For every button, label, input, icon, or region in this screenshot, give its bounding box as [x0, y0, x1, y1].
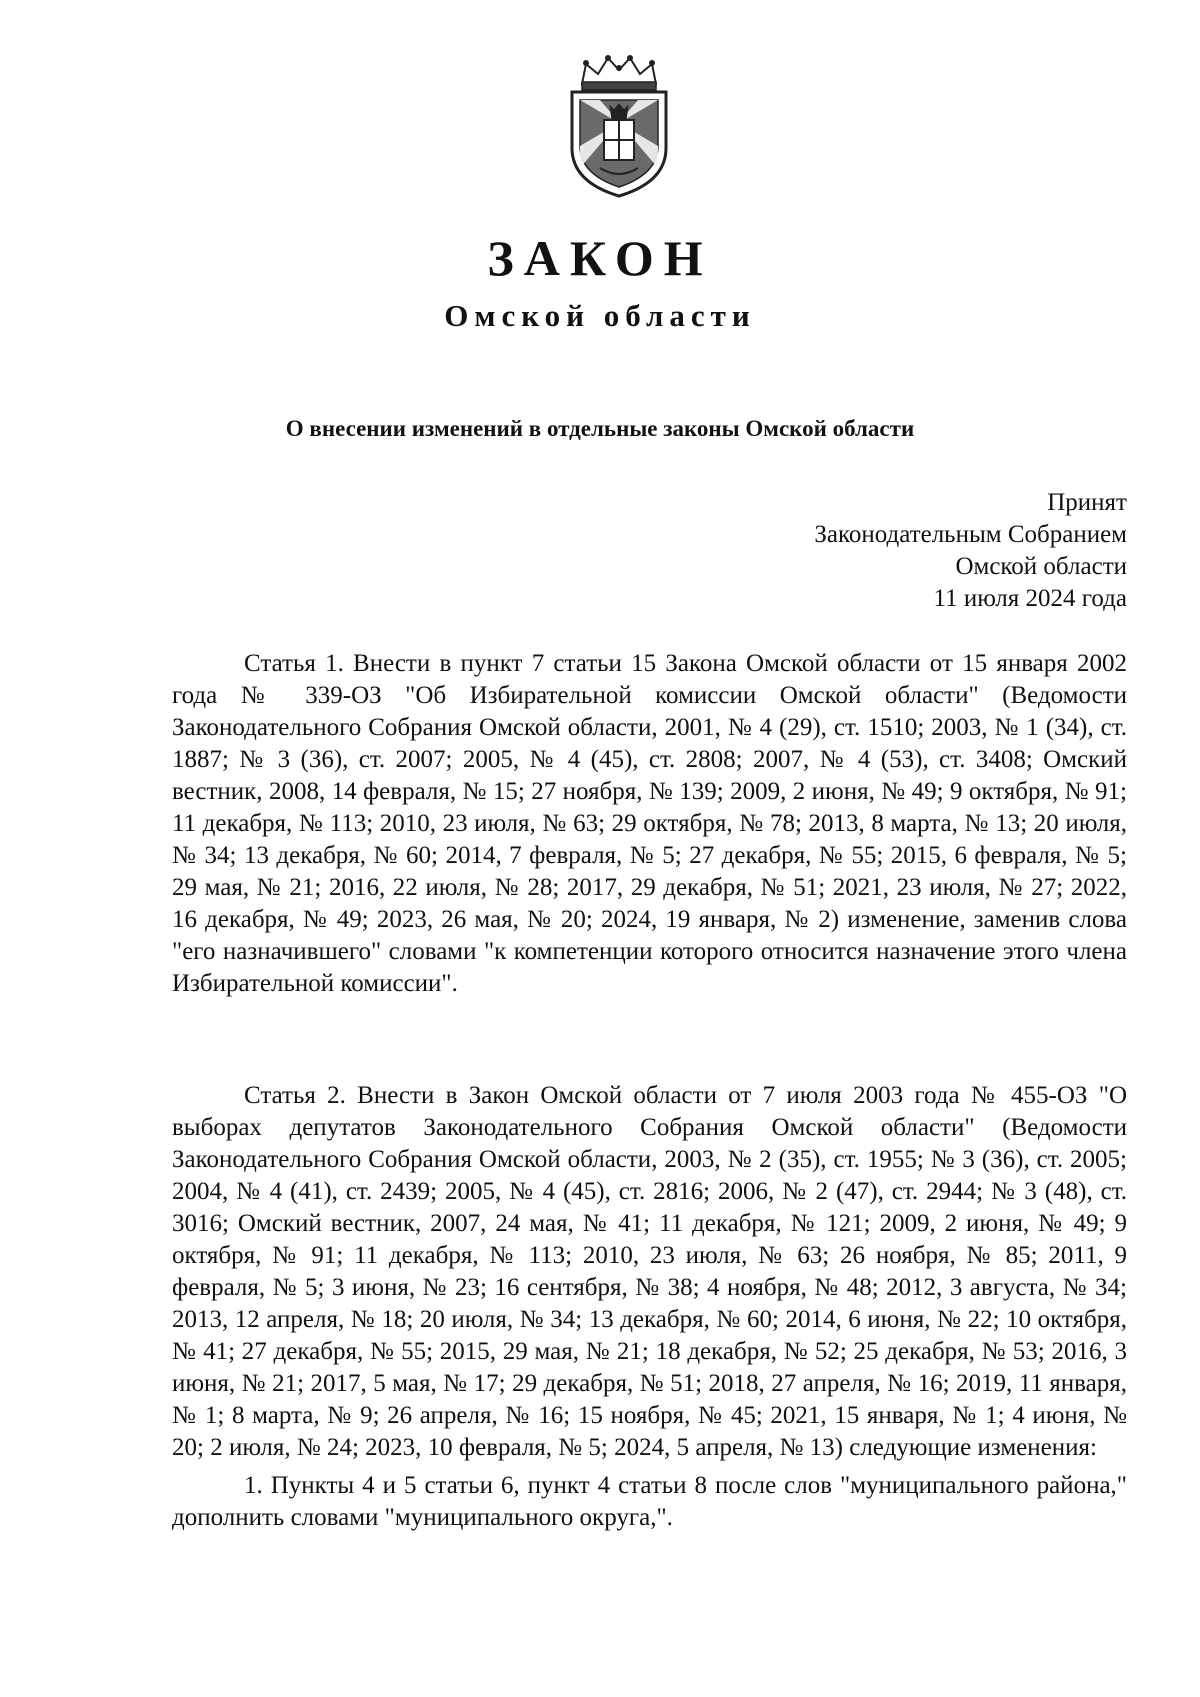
document-subtitle: Омской области	[444, 298, 756, 333]
article-2-block	[172, 1080, 1127, 1534]
adoption-line-3: Омской области	[955, 553, 1127, 580]
omsk-oblast-coat-of-arms-icon	[560, 50, 678, 200]
article-1-text: Статья 1. Внести в пункт 7 статьи 15 Закона Омской области от 15 января 2002 года № 339-ОЗ "Об Избирательной комиссии Омской области" (Ведомости Законодательного Собрания Омской области, 2001, № 4 (29), ст. 1510; 2003, № 1 (34), ст. 1887; № 3 (36), ст. 2007; 2005, № 4 (45), ст. 2808; 2007, № 4 (53), ст. 3408; Омский вестник, 2008, 14 февраля, № 15; 27 ноября, № 139; 2009, 2 июня, № 49; 9 октября, № 91; 11 декабря, № 113; 2010, 23 июля, № 63; 29 октября, № 78; 2013, 8 марта, № 13; 20 июля, № 34; 13 декабря, № 60; 2014, 7 февраля, № 5; 27 декабря, № 55; 2015, 6 февраля, № 5; 29 мая, № 21; 2016, 22 июля, № 28; 2017, 29 декабря, № 51; 2021, 23 июля, № 27; 2022, 16 декабря, № 49; 2023, 26 мая, № 20; 2024, 19 января, № 2) изменение, заменив слова "его назначившего" словами "к компетенции которого относится назначение этого члена Избирательной комиссии".	[172, 650, 1127, 997]
adoption-block	[814, 487, 1127, 615]
article-2-text: Статья 2. Внести в Закон Омской области от 7 июля 2003 года № 455-ОЗ "О выборах депутатов Законодательного Собрания Омской области" (Ведомости Законодательного Собрания Омской области, 2003, № 2 (35), ст. 1955; № 3 (36), ст. 2005; 2004, № 4 (41), ст. 2439; 2005, № 4 (45), ст. 2816; 2006, № 2 (47), ст. 2944; № 3 (48), ст. 3016; Омский вестник, 2007, 24 мая, № 41; 11 декабря, № 121; 2009, 2 июня, № 49; 9 октября, № 91; 11 декабря, № 113; 2010, 23 июля, № 63; 26 ноября, № 85; 2011, 9 февраля, № 5; 3 июня, № 23; 16 сентября, № 38; 4 ноября, № 48; 2012, 3 августа, № 34; 2013, 12 апреля, № 18; 20 июля, № 34; 13 декабря, № 60; 2014, 6 июня, № 22; 10 октября, № 41; 27 декабря, № 55; 2015, 29 мая, № 21; 18 декабря, № 52; 25 декабря, № 53; 2016, 3 июня, № 21; 2017, 5 мая, № 17; 29 декабря, № 51; 2018, 27 апреля, № 16; 2019, 11 января, № 1; 8 марта, № 9; 26 апреля, № 16; 15 ноября, № 45; 2021, 15 января, № 1; 4 июня, № 20; 2 июля, № 24; 2023, 10 февраля, № 5; 2024, 5 апреля, № 13) следующие изменения:	[172, 1082, 1127, 1461]
adoption-date: 11 июля 2024 года	[933, 585, 1127, 612]
document-title: ЗАКОН	[487, 230, 713, 286]
article-1-block	[172, 648, 1127, 1000]
article-2-item-1: 1. Пункты 4 и 5 статьи 6, пункт 4 статьи 8 после слов "муниципального района," дополнить словами "муниципального округа,".	[172, 1472, 1127, 1531]
adoption-line-1: Принят	[1047, 489, 1127, 516]
law-heading: О внесении изменений в отдельные законы Омской области	[285, 416, 915, 441]
adoption-line-2: Законодательным Собранием	[814, 521, 1127, 548]
